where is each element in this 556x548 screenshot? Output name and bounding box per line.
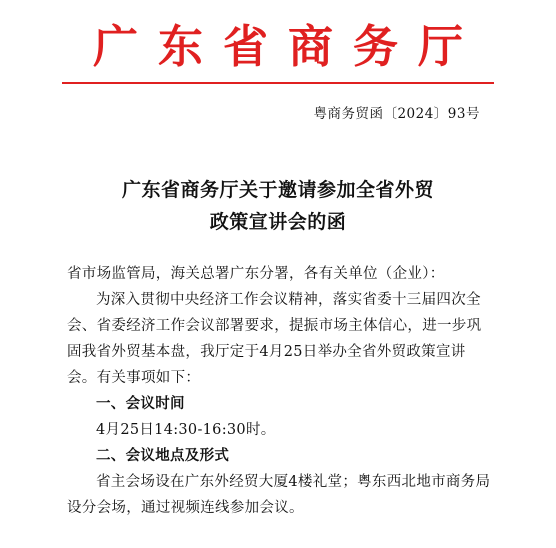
intro-paragraph: 为深入贯彻中央经济工作会议精神，落实省委十三届四次全会、省委经济工作会议部署要求，提振市场主体信心，进一步巩固我省外贸基本盘，我厅定于4月25日举办全省外贸政策宣讲会。有关事项如下： xyxy=(67,292,482,386)
section-2-heading: 二、会议地点及形式 xyxy=(96,448,230,464)
document-number: 粤商务贸函〔2024〕93号 xyxy=(313,106,480,122)
section-1-heading: 一、会议时间 xyxy=(96,396,185,412)
section-2-text: 省主会场设在广东外经贸大厦4楼礼堂；粤东西北地市商务局设分会场，通过视频连线参加会议。 xyxy=(67,474,491,516)
title-line-1: 广东省商务厅关于邀请参加全省外贸 xyxy=(121,179,434,201)
document-title xyxy=(0,174,556,238)
recipients-line: 省市场监管局，海关总署广东分署，各有关单位（企业）： xyxy=(67,266,445,282)
document-body xyxy=(67,261,493,521)
title-line-2: 政策宣讲会的函 xyxy=(209,211,347,233)
masthead-title: 广东省商务厅 xyxy=(92,20,483,73)
section-1-text: 4月25日14:30-16:30时。 xyxy=(96,422,276,438)
masthead-red-rule xyxy=(62,82,494,84)
